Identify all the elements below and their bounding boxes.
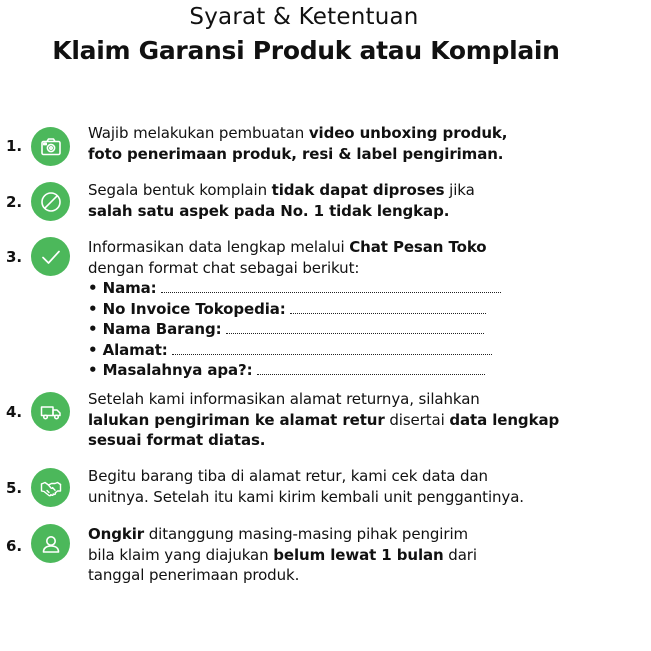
form-field-dotted-line <box>226 332 484 334</box>
item-text-bold: data lengkap <box>449 410 560 429</box>
item-text-bold: Ongkir <box>88 525 145 543</box>
item-text-part: Begitu barang tiba di alamat retur, kami cek data dan <box>88 467 488 485</box>
item-badge <box>31 392 70 431</box>
item-text-part: tanggal penerimaan produk. <box>88 566 300 584</box>
page-title: Klaim Garansi Produk atau Komplain <box>52 36 560 65</box>
item-badge <box>31 524 70 563</box>
item-text-bold: foto penerimaan produk, resi & label pengiriman. <box>88 144 504 163</box>
item-text-bold: sesuai format diatas. <box>88 431 266 449</box>
item-number: 4. <box>6 403 23 421</box>
item-text-part: unitnya. Setelah itu kami kirim kembali unit penggantinya. <box>88 487 524 506</box>
form-field-row <box>88 278 648 299</box>
form-field-dotted-line <box>161 291 501 293</box>
item-text-part: Wajib melakukan pembuatan <box>88 124 309 142</box>
checkmark-icon <box>39 245 63 269</box>
camera-icon <box>39 135 63 159</box>
item-number: 1. <box>6 137 23 155</box>
delivery-truck-icon <box>39 400 63 424</box>
item-text-part: ditanggung masing-masing pihak pengirim <box>144 525 469 543</box>
form-field-row <box>88 319 648 340</box>
form-field-row <box>88 299 648 320</box>
item-badge <box>31 237 70 276</box>
handshake-icon <box>39 476 63 500</box>
item-text-bold: lalukan pengiriman ke alamat retur <box>88 410 385 429</box>
form-field-dotted-line <box>257 373 485 375</box>
item-text-bold: belum lewat 1 bulan <box>273 545 444 564</box>
item-text <box>88 466 648 507</box>
item-text-bold: video unboxing produk, <box>308 124 508 142</box>
form-field-row <box>88 340 648 361</box>
form-field-label: • Masalahnya apa?: <box>88 361 253 379</box>
form-field-label: • No Invoice Tokopedia: <box>88 299 286 318</box>
item-text-part: dengan format chat sebagai berikut: <box>88 258 360 277</box>
item-text-bold: tidak dapat diproses <box>271 181 445 199</box>
form-field-dotted-line <box>172 353 492 355</box>
form-field-dotted-line <box>290 312 486 314</box>
item-text <box>88 123 648 164</box>
item-number: 6. <box>6 537 23 555</box>
item-text <box>88 237 648 381</box>
item-text-part: Segala bentuk komplain <box>88 181 272 199</box>
item-badge <box>31 127 70 166</box>
form-field-row <box>88 360 648 381</box>
item-number: 2. <box>6 193 23 211</box>
person-icon <box>39 532 63 556</box>
item-text-part: jika <box>444 181 475 199</box>
item-text-bold: Chat Pesan Toko <box>349 238 487 256</box>
item-text-part: Setelah kami informasikan alamat returnya, silahkan <box>88 390 480 408</box>
item-text <box>88 389 648 451</box>
item-text-part: Informasikan data lengkap melalui <box>88 238 350 256</box>
item-text-part: disertai <box>384 410 450 429</box>
form-field-label: • Nama Barang: <box>88 320 222 338</box>
form-field-label: • Nama: <box>88 279 157 297</box>
item-text <box>88 180 648 221</box>
form-field-label: • Alamat: <box>88 340 168 359</box>
prohibited-icon <box>39 190 63 214</box>
header-subtitle: Syarat & Ketentuan <box>189 4 419 30</box>
item-number: 3. <box>6 248 23 266</box>
item-text <box>88 524 648 586</box>
item-number: 5. <box>6 479 23 497</box>
item-text-bold: salah satu aspek pada No. 1 tidak lengkap. <box>88 201 450 220</box>
item-text-part: dari <box>443 545 477 564</box>
item-text-part: bila klaim yang diajukan <box>88 545 274 564</box>
item-badge <box>31 468 70 507</box>
item-badge <box>31 182 70 221</box>
